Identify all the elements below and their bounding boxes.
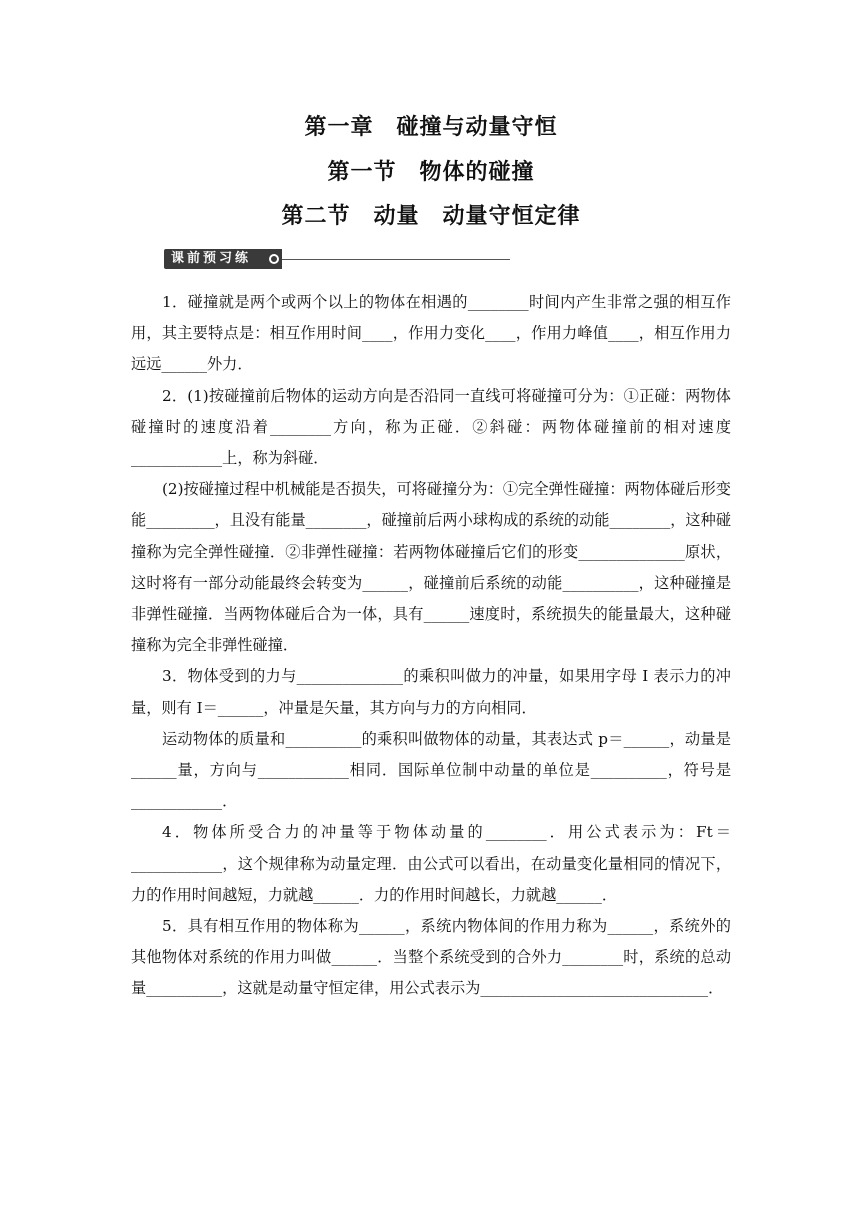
banner-dot-icon xyxy=(268,253,280,265)
question-3-part-2: 运动物体的质量和__________的乘积叫做物体的动量，其表达式 p＝______，动量是______量，方向与____________相同．国际单位制中动量的单位是__________，符号是____________． xyxy=(131,729,731,811)
exercise-body xyxy=(131,287,731,1005)
banner-divider xyxy=(282,259,510,260)
section-title-1: 第一节 物体的碰撞 xyxy=(327,160,535,185)
question-4: 4．物体所受合力的冲量等于物体动量的________．用公式表示为：Ft＝____________，这个规律称为动量定理．由公式可以看出，在动量变化量相同的情况下，力的作用时间越短，力就越______．力的作用时间越长，力就越______． xyxy=(131,823,731,904)
preview-exercise-banner xyxy=(164,249,510,269)
question-1: 1．碰撞就是两个或两个以上的物体在相遇的________时间内产生非常之强的相互作用，其主要特点是：相互作用时间____，作用力变化____，作用力峰值____，相互作用力远远______外力． xyxy=(131,293,731,374)
banner-label: 课前预习练 xyxy=(164,249,282,269)
question-3-part-1: 3．物体受到的力与______________的乘积叫做力的冲量，如果用字母 I 表示力的冲量，则有 I＝______，冲量是矢量，其方向与力的方向相同． xyxy=(131,667,731,717)
question-2-part-1: 2．(1)按碰撞前后物体的运动方向是否沿同一直线可将碰撞可分为：①正碰：两物体碰撞时的速度沿着________方向，称为正碰．②斜碰：两物体碰撞前的相对速度____________上，称为斜碰． xyxy=(131,386,731,468)
section-title-2: 第二节 动量 动量守恒定律 xyxy=(281,204,581,229)
question-5: 5．具有相互作用的物体称为______，系统内物体间的作用力称为______，系统外的其他物体对系统的作用力叫做______．当整个系统受到的合外力________时，系统的总动量__________，这就是动量守恒定律，用公式表示为______________________________． xyxy=(131,917,731,998)
chapter-title: 第一章 碰撞与动量守恒 xyxy=(304,115,558,140)
question-2-part-2: (2)按碰撞过程中机械能是否损失，可将碰撞分为：①完全弹性碰撞：两物体碰后形变能_________，且没有能量________，碰撞前后两小球构成的系统的动能________，这种碰撞称为完全弹性碰撞．②非弹性碰撞：若两物体碰撞后它们的形变______________原状，这时将有一部分动能最终会转变为______，碰撞前后系统的动能__________，这种碰撞是非弹性碰撞．当两物体碰后合为一体，具有______速度时，系统损失的能量最大，这种碰撞称为完全非弹性碰撞． xyxy=(131,480,731,655)
